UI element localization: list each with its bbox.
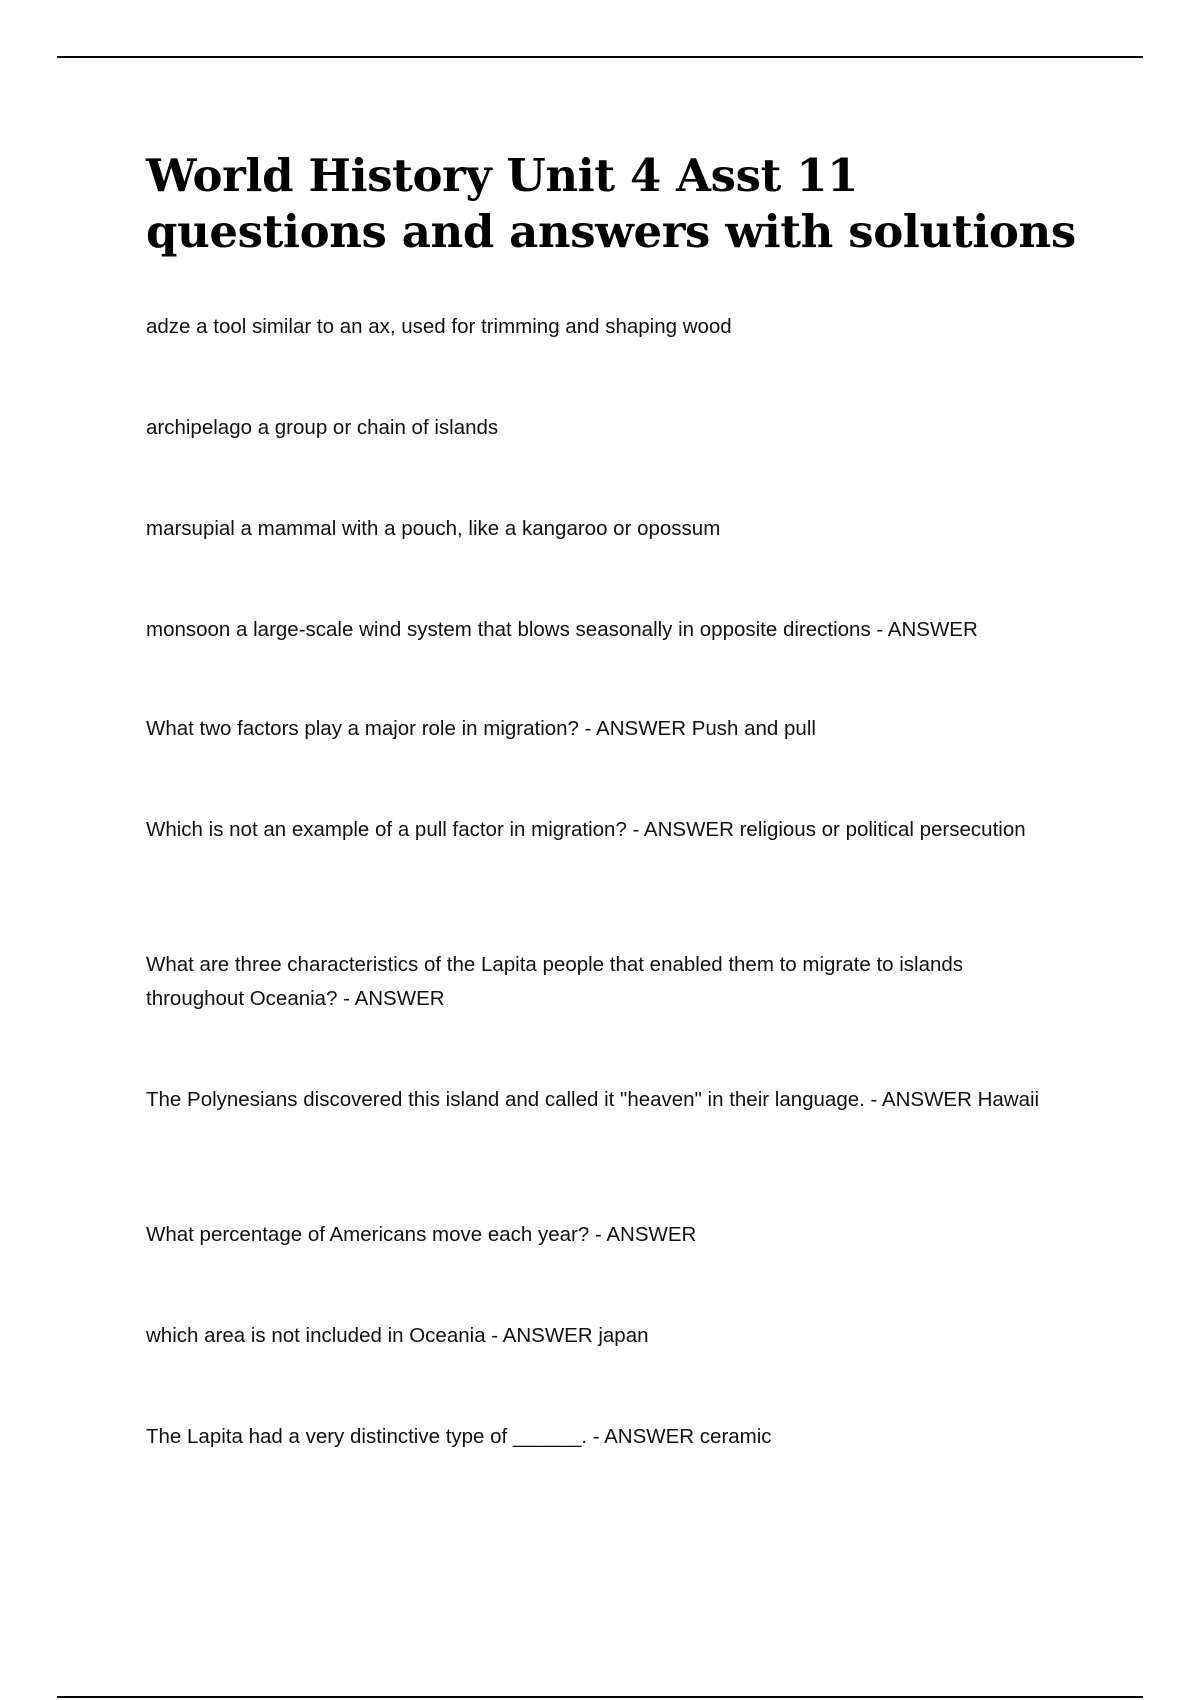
qa-entry-lapita-characteristics: What are three characteristics of the Lapita people that enabled them to migrate to islands throughout Oceania? - ANSWER (146, 953, 964, 1010)
qa-entry-archipelago: archipelago a group or chain of islands (146, 416, 499, 439)
qa-entry-monsoon: monsoon a large-scale wind system that blows seasonally in opposite directions - ANSWER (146, 618, 978, 641)
qa-entry-hawaii: The Polynesians discovered this island and called it "heaven" in their language. - ANSWER Hawaii (146, 1088, 1040, 1111)
qa-entry-oceania: which area is not included in Oceania - ANSWER japan (146, 1324, 649, 1347)
qa-entry-lapita-ceramic: The Lapita had a very distinctive type of ______. - ANSWER ceramic (146, 1425, 772, 1448)
bottom-divider (57, 1696, 1143, 1698)
qa-entry-marsupial: marsupial a mammal with a pouch, like a kangaroo or opossum (146, 517, 721, 540)
qa-entry-adze: adze a tool similar to an ax, used for trimming and shaping wood (146, 315, 732, 338)
top-divider (57, 56, 1143, 58)
document-title: World History Unit 4 Asst 11 questions and answers with solutions (146, 149, 1076, 258)
qa-entry-americans-move: What percentage of Americans move each year? - ANSWER (146, 1223, 697, 1246)
qa-entry-pull-factor: Which is not an example of a pull factor in migration? - ANSWER religious or political persecution (146, 818, 1026, 841)
qa-entry-migration-factors: What two factors play a major role in migration? - ANSWER Push and pull (146, 717, 816, 740)
